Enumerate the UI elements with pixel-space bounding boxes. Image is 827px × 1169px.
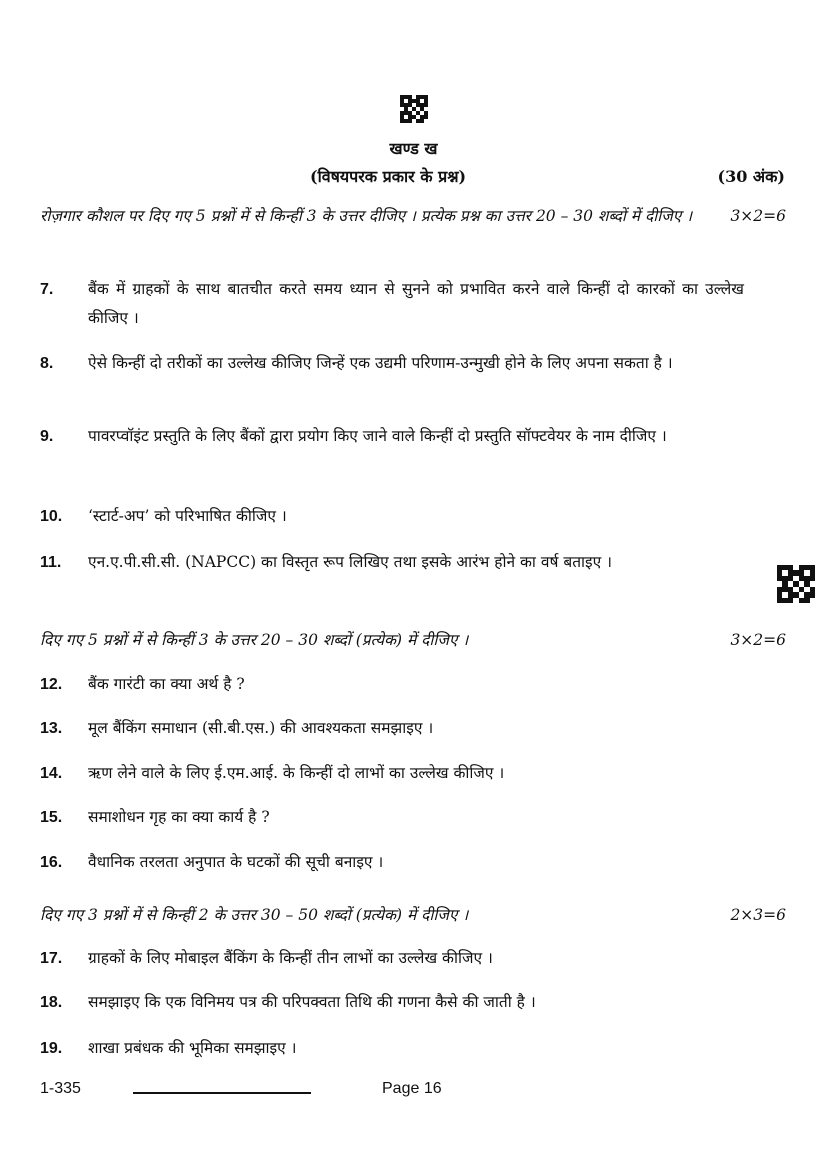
question-number: 12. <box>40 676 63 693</box>
section-title: खण्ड ख <box>389 139 438 158</box>
question-number: 18. <box>40 994 63 1011</box>
question-text: समझाइए कि एक विनिमय पत्र की परिपक्वता तिथि की गणना कैसे की जाती है । <box>88 993 536 1011</box>
section-total-marks: (30 अंक) <box>717 167 785 186</box>
section-subtitle: (विषयपरक प्रकार के प्रश्न) <box>310 167 467 186</box>
question-text: ग्राहकों के लिए मोबाइल बैंकिंग के किन्हीं तीन लाभों का उल्लेख कीजिए । <box>88 949 493 967</box>
qr-code-icon <box>400 95 428 123</box>
question-number: 7. <box>40 281 54 298</box>
question-text: एन.ए.पी.सी.सी. (NAPCC) का विस्तृत रूप लिखिए तथा इसके आरंभ होने का वर्ष बताइए । <box>88 553 613 571</box>
instruction-text: दिए गए 5 प्रश्नों में से किन्हीं 3 के उत्तर 20 – 30 शब्दों (प्रत्येक) में दीजिए । <box>40 631 469 649</box>
question-number: 15. <box>40 809 63 826</box>
question-text: ऐसे किन्हीं दो तरीकों का उल्लेख कीजिए जिन्हें एक उद्यमी परिणाम-उन्मुखी होने के लिए अपना सकता है । <box>88 354 673 372</box>
question-text: मूल बैंकिंग समाधान (सी.बी.एस.) की आवश्यकता समझाइए । <box>88 719 434 737</box>
question <box>40 502 786 531</box>
question-text: ऋण लेने वाले के लिए ई.एम.आई. के किन्हीं दो लाभों का उल्लेख कीजिए । <box>88 764 505 782</box>
question-text: पावरप्वॉइंट प्रस्तुति के लिए बैंकों द्वारा प्रयोग किए जाने वाले किन्हीं दो प्रस्तुति सॉफ्टवेयर के नाम दीजिए । <box>88 427 667 445</box>
question-number: 19. <box>40 1040 63 1057</box>
question-number: 14. <box>40 765 63 782</box>
instruction-text: दिए गए 3 प्रश्नों में से किन्हीं 2 के उत्तर 30 – 50 शब्दों (प्रत्येक) में दीजिए । <box>40 906 469 924</box>
question-text: समाशोधन गृह का क्या कार्य है ? <box>88 808 270 826</box>
question <box>40 670 786 699</box>
question <box>40 944 786 973</box>
question <box>40 848 786 877</box>
question-number: 11. <box>40 554 62 571</box>
marks-allocation: 2×3=6 <box>730 906 786 924</box>
question-number: 8. <box>40 355 54 372</box>
question <box>40 714 786 743</box>
marks-allocation: 3×2=6 <box>730 631 786 649</box>
group-instruction <box>40 202 786 231</box>
question-number: 9. <box>40 428 54 445</box>
footer-divider <box>133 1092 311 1094</box>
qr-code-icon <box>777 565 815 603</box>
question <box>40 349 786 378</box>
question-number: 16. <box>40 854 63 871</box>
question <box>40 548 786 577</box>
question-text: ‘स्टार्ट-अप’ को परिभाषित कीजिए । <box>88 507 287 525</box>
group-instruction <box>40 626 786 655</box>
question <box>40 803 786 832</box>
page-number: Page 16 <box>382 1080 442 1097</box>
question-text: बैंक गारंटी का क्या अर्थ है ? <box>88 675 245 693</box>
question-text: शाखा प्रबंधक की भूमिका समझाइए । <box>88 1039 297 1057</box>
question <box>40 988 786 1017</box>
instruction-text: रोज़गार कौशल पर दिए गए 5 प्रश्नों में से किन्हीं 3 के उत्तर दीजिए । प्रत्येक प्रश्न का उत्तर 20 – 30 शब्दों में दीजिए । <box>40 207 693 225</box>
paper-code: 1-335 <box>40 1080 81 1097</box>
question-text: बैंक में ग्राहकों के साथ बातचीत करते समय ध्यान से सुनने को प्रभावित करने वाले किन्हीं दो कारकों का उल्लेख कीजिए । <box>88 280 744 327</box>
question <box>40 1034 786 1063</box>
question-number: 10. <box>40 508 63 525</box>
question <box>40 759 786 788</box>
marks-allocation: 3×2=6 <box>730 207 786 225</box>
question-text: वैधानिक तरलता अनुपात के घटकों की सूची बनाइए । <box>88 853 384 871</box>
question <box>40 275 786 333</box>
question-number: 13. <box>40 720 63 737</box>
group-instruction <box>40 901 786 930</box>
question <box>40 422 786 451</box>
question-number: 17. <box>40 950 63 967</box>
